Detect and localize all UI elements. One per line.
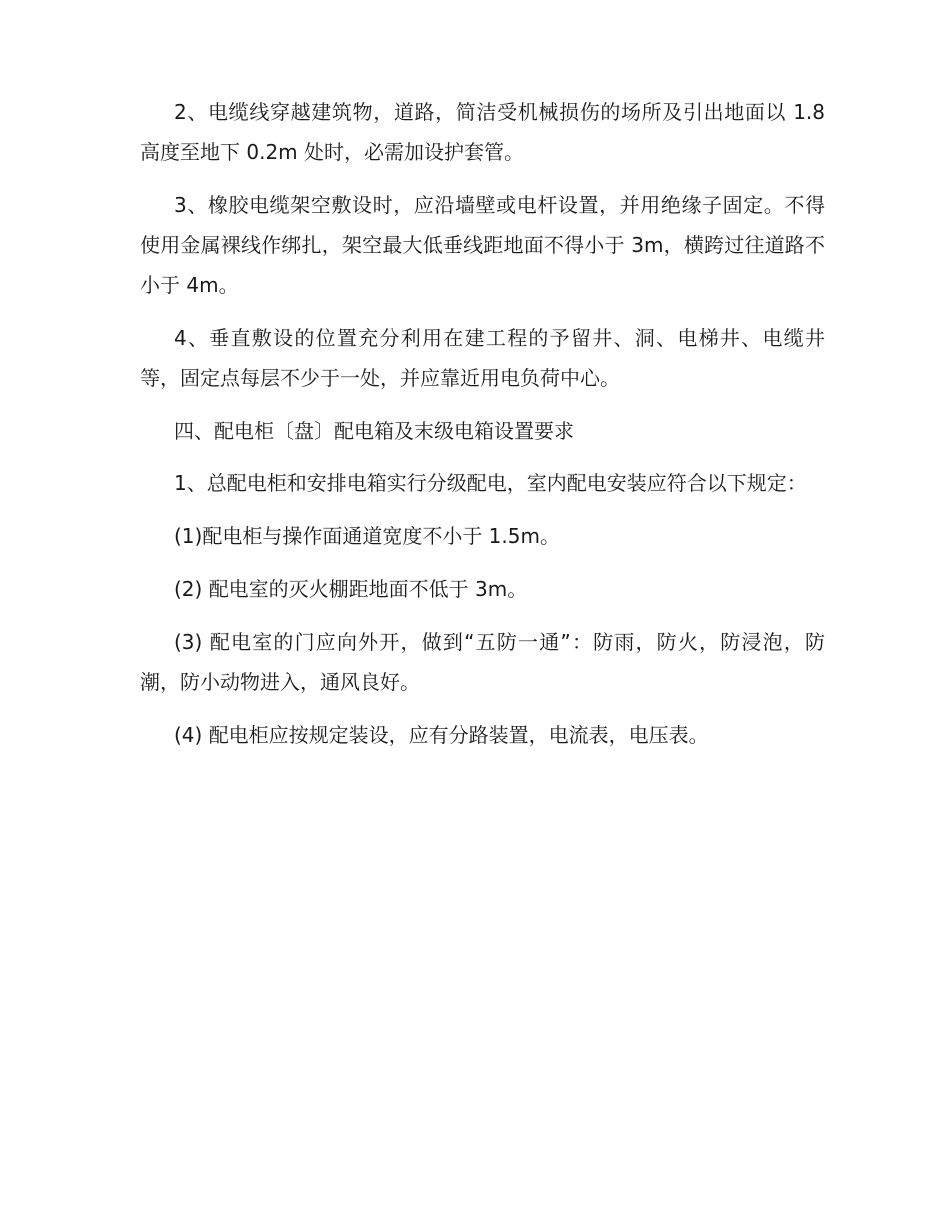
document-body <box>140 92 825 768</box>
paragraph-graded-distribution: 1、总配电柜和安排电箱实行分级配电，室内配电安装应符合以下规定： <box>174 471 807 495</box>
paragraph-vertical-laying: 4、垂直敷设的位置充分利用在建工程的予留井、洞、电梯井、电缆井等，固定点每层不少于一处，并应靠近用电负荷中心。 <box>140 326 825 390</box>
list-item-passage-width: (1)配电柜与操作面通道宽度不小于 1.5m。 <box>174 524 560 548</box>
list-item-door-protection: (3) 配电室的门应向外开，做到“五防一通”：防雨，防火，防浸泡，防潮，防小动物进入，通风良好。 <box>140 630 825 694</box>
paragraph-rubber-cable-overhead: 3、橡胶电缆架空敷设时，应沿墙壁或电杆设置，并用绝缘子固定。不得使用金属裸线作绑扎，架空最大低垂线距地面不得小于 3m，横跨过往道路不小于 4m。 <box>140 193 825 297</box>
list-item-fire-shed: (2) 配电室的灭火棚距地面不低于 3m。 <box>174 577 528 601</box>
section-heading-distribution: 四、配电柜〔盘〕配电箱及末级电箱设置要求 <box>174 419 574 443</box>
list-item-meters: (4) 配电柜应按规定装设，应有分路装置，电流表，电压表。 <box>174 723 709 747</box>
paragraph-cable-crossing: 2、电缆线穿越建筑物，道路，简洁受机械损伤的场所及引出地面以 1.8 高度至地下 0.2m 处时，必需加设护套管。 <box>140 100 825 164</box>
